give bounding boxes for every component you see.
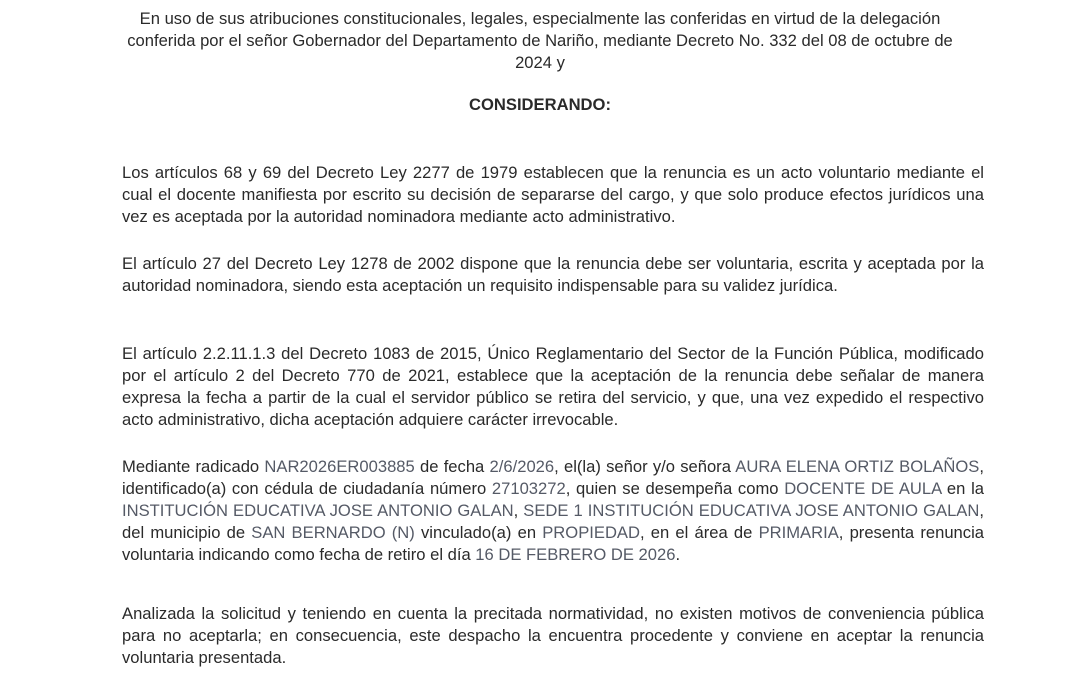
radicado-number: NAR2026ER003885	[264, 457, 415, 476]
text-segment: , el(la) señor y/o señora	[554, 457, 736, 476]
paragraph-decreto-1083: El artículo 2.2.11.1.3 del Decreto 1083 de 2015, Único Reglamentario del Sector de la Función Pública, modificado por el artículo 2 del Decreto 770 de 2021, establece que la aceptación de la renuncia debe señalar de manera expresa la fecha a partir de la cual el servidor público se retira del servicio, y que, una vez expedido el respectivo acto administrativo, dicha aceptación adquiere carácter irrevocable.	[122, 344, 984, 429]
paragraph-decreto-2277: Los artículos 68 y 69 del Decreto Ley 2277 de 1979 establecen que la renuncia es un acto voluntario mediante el cual el docente manifiesta por escrito su decisión de separarse del cargo, y que solo produce efectos jurídicos una vez es aceptada por la autoridad nominadora mediante acto administrativo.	[122, 163, 984, 226]
text-segment: ,	[513, 501, 524, 520]
text-segment: , quien se desempeña como	[565, 479, 785, 498]
teaching-area: PRIMARIA	[758, 523, 839, 542]
considerando-heading: CONSIDERANDO:	[469, 95, 611, 114]
text-segment: , identificado(a) con cédula de ciudadanía número	[122, 457, 984, 498]
text-segment: , en el área de	[639, 523, 759, 542]
employment-type: PROPIEDAD	[542, 523, 640, 542]
radicado-date: 2/6/2026	[489, 457, 555, 476]
intro-text: En uso de sus atribuciones constitucionales, legales, especialmente las conferidas en virtud de la delegación conferida por el señor Gobernador del Departamento de Nariño, mediante Decreto No. 332 del 08 de octubre de 2024 y	[127, 9, 953, 72]
applicant-name: AURA ELENA ORTIZ BOLAÑOS	[735, 457, 980, 476]
municipality-name: SAN BERNARDO (N)	[251, 523, 415, 542]
job-title: DOCENTE DE AULA	[784, 479, 942, 498]
campus-name: SEDE 1 INSTITUCIÓN EDUCATIVA JOSE ANTONIO GALAN	[523, 501, 980, 520]
text-segment: en la	[941, 479, 984, 498]
cedula-number: 27103272	[491, 479, 566, 498]
text-segment: , presenta renuncia voluntaria indicando como fecha de retiro el día	[122, 523, 984, 564]
text-segment: , del municipio de	[122, 501, 984, 542]
text-segment: .	[675, 545, 681, 564]
text-segment: vinculado(a) en	[414, 523, 543, 542]
text-segment: de fecha	[414, 457, 490, 476]
institution-name: INSTITUCIÓN EDUCATIVA JOSE ANTONIO GALAN	[122, 501, 514, 520]
paragraph-decreto-1278: El artículo 27 del Decreto Ley 1278 de 2002 dispone que la renuncia debe ser voluntaria, escrita y aceptada por la autoridad nominadora, siendo esta aceptación un requisito indispensable para su validez jurídica.	[122, 254, 984, 295]
text-segment: Mediante radicado	[122, 457, 265, 476]
paragraph-analysis: Analizada la solicitud y teniendo en cuenta la precitada normatividad, no existen motivos de conveniencia pública para no aceptarla; en consecuencia, este despacho la encuentra procedente y conviene en aceptar la renuncia voluntaria presentada.	[122, 604, 984, 667]
paragraph-radicado	[122, 456, 984, 566]
retirement-date: 16 DE FEBRERO DE 2026	[475, 545, 676, 564]
